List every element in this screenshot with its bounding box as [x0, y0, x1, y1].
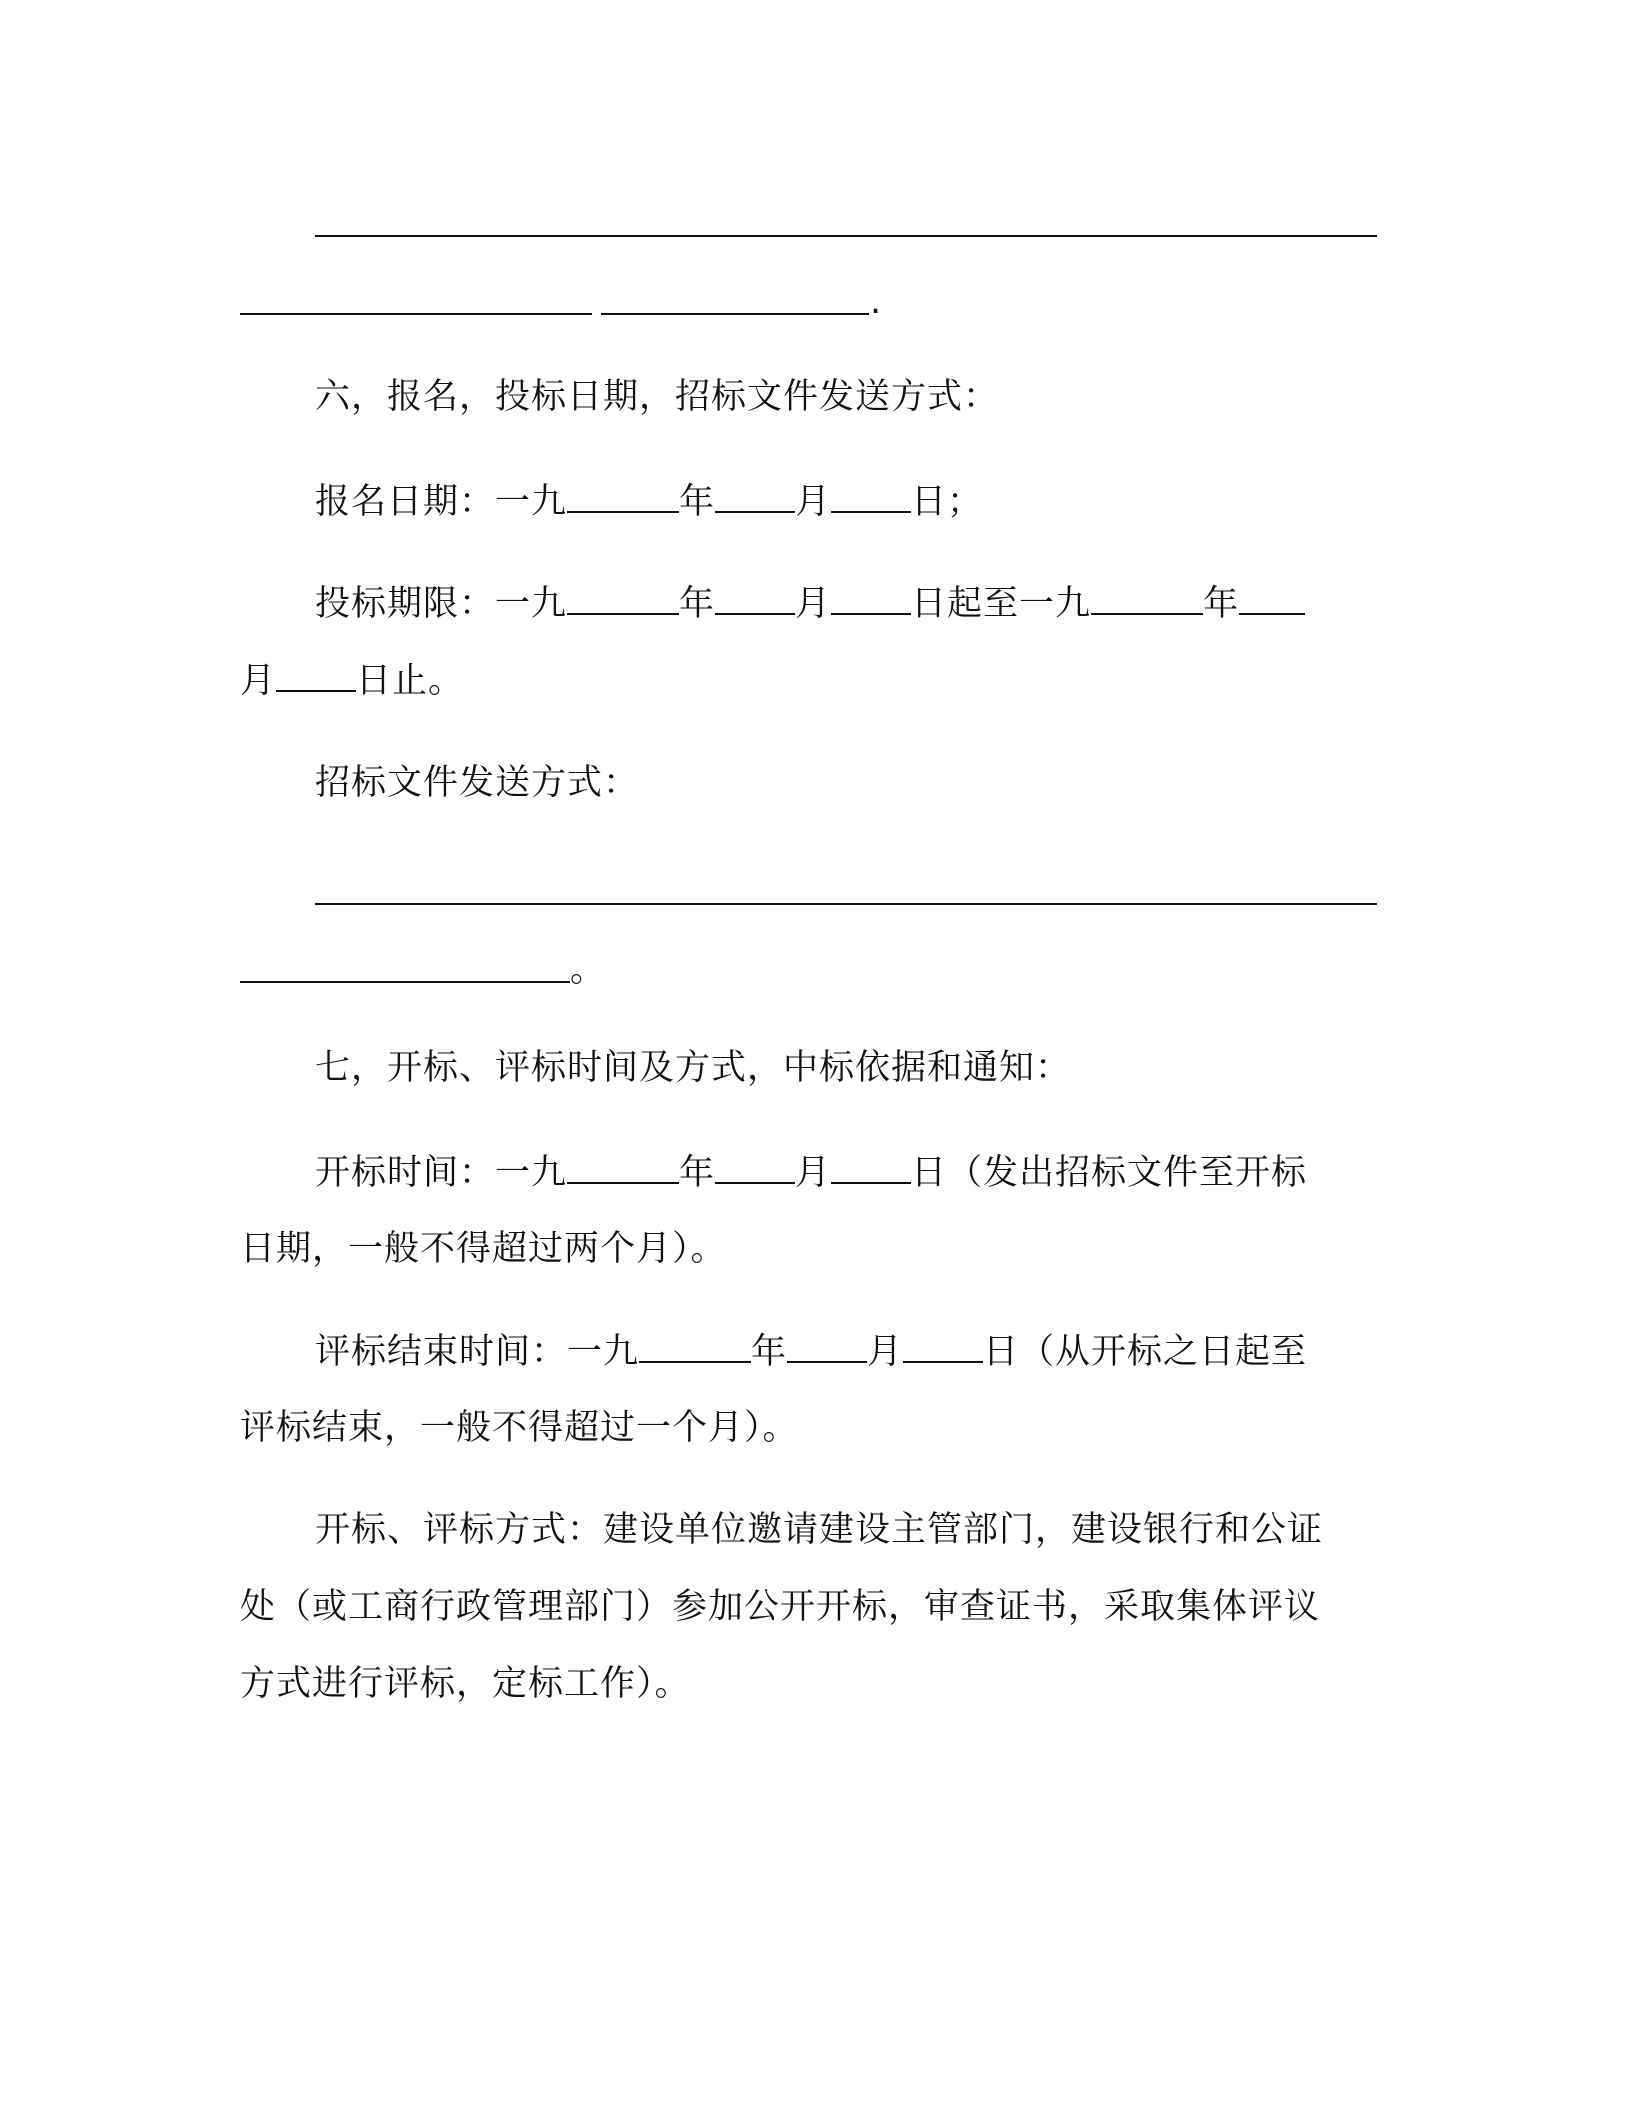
eval-end-line [315, 1331, 1475, 1372]
opening-note-2: 日期，一般不得超过两个月）。 [240, 1229, 727, 1269]
year-unit: 年 [679, 584, 716, 624]
year-unit: 年 [679, 1153, 716, 1193]
bid-label: 投标期限：一九 [315, 584, 568, 624]
registration-label: 报名日期：一九 [315, 482, 568, 522]
fill-line-2a [240, 313, 592, 315]
fill-line-2b [601, 313, 869, 315]
section-7-heading: 七，开标、评标时间及方式，中标依据和通知： [315, 1048, 1072, 1088]
fill-line-4 [240, 981, 570, 983]
eval-note-2: 评标结束，一般不得超过一个月）。 [240, 1408, 799, 1448]
year-blank [567, 1152, 679, 1184]
month-unit: 月 [240, 661, 277, 701]
month-unit: 月 [795, 482, 832, 522]
month-blank [787, 1331, 867, 1363]
month-blank [715, 481, 795, 513]
month-unit: 月 [867, 1332, 904, 1372]
eval-label: 评标结束时间：一九 [315, 1332, 640, 1372]
section-6-heading: 六，报名，投标日期，招标文件发送方式： [315, 377, 1000, 417]
month-blank [1239, 583, 1305, 615]
bid-period-line [315, 583, 1475, 624]
opening-label: 开标时间：一九 [315, 1153, 568, 1193]
month-unit: 月 [795, 1153, 832, 1193]
year-blank [1091, 583, 1203, 615]
year-unit: 年 [1203, 584, 1240, 624]
year-blank [567, 481, 679, 513]
fill-line-end: . [870, 282, 883, 322]
doc-delivery-label: 招标文件发送方式： [315, 763, 640, 803]
year-blank [639, 1331, 751, 1363]
doc-delivery-end: 。 [570, 950, 607, 990]
bid-end: 日止。 [356, 661, 465, 701]
registration-end: 日； [911, 482, 984, 522]
day-blank [831, 1152, 911, 1184]
bid-mid: 日起至一九 [911, 584, 1092, 624]
method-line-1: 开标、评标方式：建设单位邀请建设主管部门，建设银行和公证 [315, 1510, 1324, 1550]
day-blank [276, 660, 356, 692]
fill-line-1 [315, 235, 1377, 237]
year-unit: 年 [679, 482, 716, 522]
year-unit: 年 [751, 1332, 788, 1372]
method-line-2: 处（或工商行政管理部门）参加公开开标，审查证书，采取集体评议 [240, 1587, 1321, 1627]
eval-note-1: 日（从开标之日起至 [983, 1332, 1308, 1372]
day-blank [831, 583, 911, 615]
bid-period-line-cont [240, 660, 1400, 701]
month-blank [715, 1152, 795, 1184]
fill-line-3 [315, 903, 1377, 905]
opening-time-line [315, 1152, 1475, 1193]
month-unit: 月 [795, 584, 832, 624]
registration-date-line [315, 481, 1475, 522]
method-line-3: 方式进行评标，定标工作）。 [240, 1664, 691, 1704]
month-blank [715, 583, 795, 615]
day-blank [903, 1331, 983, 1363]
day-blank [831, 481, 911, 513]
opening-note-1: 日（发出招标文件至开标 [911, 1153, 1308, 1193]
year-blank [567, 583, 679, 615]
